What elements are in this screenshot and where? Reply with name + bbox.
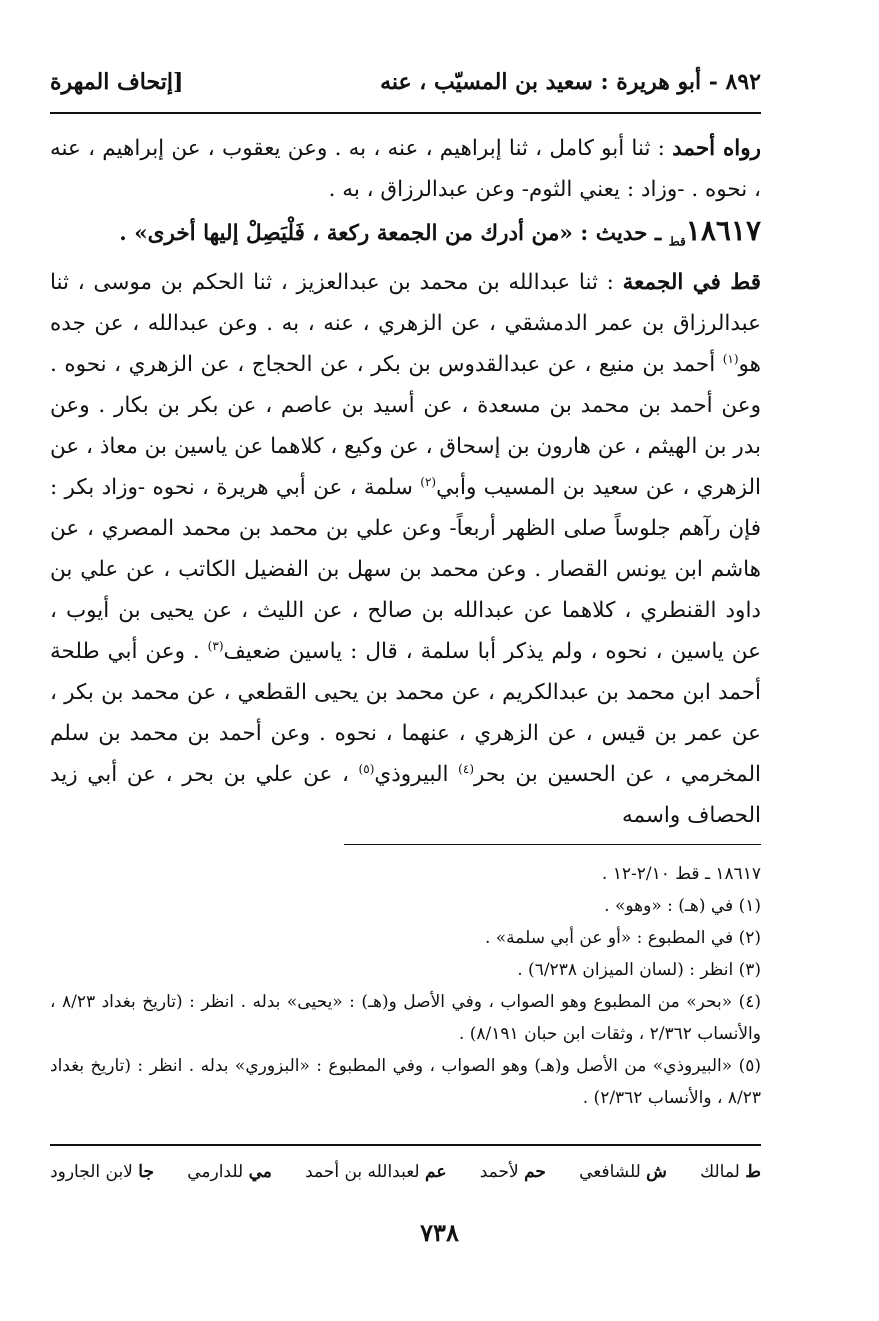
footnote-ref: (١) <box>722 352 739 367</box>
paragraph-text: البيروذي <box>374 762 459 788</box>
page-number: ٧٣٨ <box>420 1218 459 1247</box>
footnote-ref: (٤) <box>458 762 474 777</box>
paragraph-text: . وعن أبي طلحة أحمد ابن محمد بن عبدالكريم ، عن محمد بن يحيى القطعي ، عن محمد بن بكر ، عن عمر بن قيس ، عن الزهري ، عنهما ، نحوه . وعن أحمد بن محمد بن سلم المخرمي ، عن الحسين بن بحر <box>50 639 762 788</box>
abbreviation-item <box>700 1152 761 1192</box>
abbreviation-item <box>305 1152 446 1192</box>
abbreviation-label: لمالك <box>700 1162 746 1182</box>
abbreviation-code: حم <box>524 1162 546 1182</box>
header-rule <box>50 112 761 114</box>
footnote-4: (٤) «بحر» من المطبوع وهو الصواب ، وفي الأصل و(هـ) : «يحيى» بدله . انظر : (تاريخ بغداد ٨/٢٣ ، والأنساب ٢/٣٦٢ ، وثقات ابن حبان ٨/١٩١) . <box>50 992 761 1044</box>
abbreviation-label: للشافعي <box>579 1162 647 1182</box>
abbreviation-code: ط <box>745 1162 761 1182</box>
abbreviation-label: لعبدالله بن أحمد <box>305 1162 426 1182</box>
abbreviations-rule <box>50 1144 761 1146</box>
abbreviation-code: ش <box>646 1162 667 1182</box>
hadith-number: ١٨٦١٧ <box>685 214 761 247</box>
abbreviation-label: للدارمي <box>187 1162 249 1182</box>
abbreviation-item <box>480 1152 546 1192</box>
paragraph-text: أحمد بن منيع ، عن عبدالقدوس بن بكر ، عن الحجاج ، عن الزهري ، نحوه . وعن أحمد بن محمد بن مسعدة ، عن أسيد بن عاصم ، عن بكر بن بكار . وعن بدر بن الهيثم ، عن هارون بن إسحاق ، عن وكيع ، كلاهما عن ياسين بن معاذ ، عن الزهري ، عن سعيد بن المسيب وأبي <box>50 352 762 501</box>
hadith-heading <box>50 210 761 262</box>
paragraph-2 <box>50 262 761 836</box>
paragraph-text: : ثنا أبو كامل ، ثنا إبراهيم ، عنه ، به . وعن يعقوب ، عن إبراهيم ، عنه ، نحوه . -وزاد : يعني الثوم- وعن عبدالرزاق ، به . <box>50 136 761 202</box>
abbreviation-item <box>579 1152 667 1192</box>
abbreviations-key <box>50 1152 761 1192</box>
footnote-5: (٥) «البيروذي» من الأصل و(هـ) وهو الصواب ، وفي المطبوع : «البزوري» بدله . انظر : (تاريخ بغداد ٨/٢٣ ، والأنساب ٢/٣٦٢) . <box>50 1056 761 1108</box>
abbreviation-label: لأحمد <box>479 1162 525 1182</box>
abbreviation-item <box>50 1152 154 1192</box>
abbreviation-item <box>187 1152 272 1192</box>
footnote-ref: (٣) <box>207 639 224 654</box>
abbreviation-code: مي <box>248 1162 272 1182</box>
footnote-1: (١) في (هـ) : «وهو» . <box>604 896 761 916</box>
footnote-ref: (٥) <box>358 762 375 777</box>
footnote-2: (٢) في المطبوع : «أو عن أبي سلمة» . <box>484 928 761 948</box>
footnotes <box>50 858 761 1114</box>
abbreviation-code: جا <box>138 1162 154 1182</box>
paragraph-1 <box>50 128 761 210</box>
paragraph-lead: قط في الجمعة <box>622 270 761 296</box>
footnote-rule <box>344 844 761 845</box>
footnote-ref: (٢) <box>420 475 437 490</box>
running-title: ٨٩٢ - أبو هريرة : سعيد بن المسيّب ، عنه <box>380 69 761 95</box>
abbreviation-code: عم <box>425 1162 447 1182</box>
main-text <box>50 128 761 836</box>
paragraph-text: سلمة ، عن أبي هريرة ، نحوه -وزاد بكر : فإن رآهم جلوساً صلى الظهر أربعاً- وعن علي بن محمد بن محمد المصري ، عن هاشم ابن يونس القصار . وعن محمد بن سهل بن الفضيل الكاتب ، عن علي بن داود القنطري ، كلاهما عن عبدالله بن صالح ، عن الليث ، عن يحيى بن أيوب ، عن ياسين ، نحوه ، ولم يذكر أبا سلمة ، قال : ياسين ضعيف <box>50 475 761 665</box>
hadith-source-code: قط <box>668 234 686 249</box>
page-header <box>50 62 761 102</box>
paragraph-lead: رواه أحمد <box>672 136 761 161</box>
footnote-3: (٣) انظر : (لسان الميزان ٦/٢٣٨) . <box>517 960 761 980</box>
paragraph-text: : ثنا عبدالله بن محمد بن عبدالعزيز ، ثنا الحكم بن موسى ، ثنا عبدالرزاق بن عمر الدمشقي ، عن الزهري ، عنه ، به . وعن عبدالله ، عن جده هو <box>50 270 761 378</box>
abbreviation-label: لابن الجارود <box>50 1162 139 1182</box>
footnote-source: ١٨٦١٧ ـ قط ٢/١٠-١٢ . <box>601 864 761 884</box>
paragraph-text: ، عن علي بن بحر ، عن أبي زيد الحصاف واسمه <box>50 762 761 829</box>
book-title: [إتحاف المهرة <box>50 69 184 95</box>
hadith-title: ـ حديث : «من أدرك من الجمعة ركعة ، فَلْيَصِلْ إليها أخرى» . <box>119 221 669 246</box>
